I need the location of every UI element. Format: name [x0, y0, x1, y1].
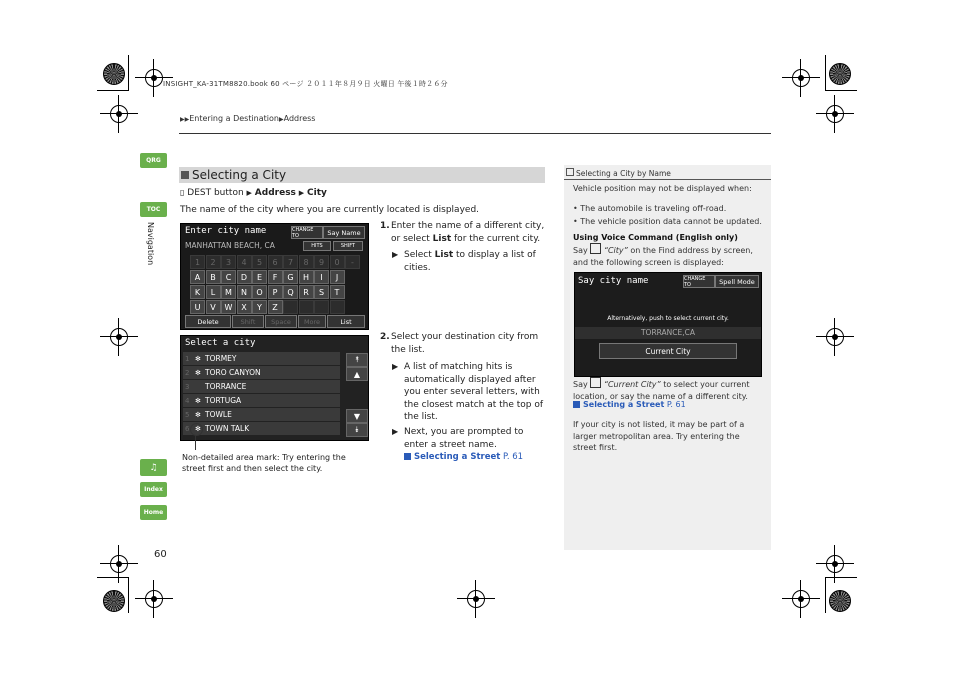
key[interactable]: 1: [190, 255, 205, 269]
change-to-button[interactable]: CHANGE TO: [683, 275, 715, 288]
key[interactable]: I: [314, 270, 329, 284]
registration-mark: [145, 69, 163, 87]
key[interactable]: F: [268, 270, 283, 284]
link-arrow-icon: [573, 401, 580, 408]
registration-mark: [826, 555, 844, 573]
breadcrumb-arrows: ▶▶: [180, 116, 190, 123]
scroll-down-button[interactable]: ▼: [346, 409, 368, 423]
key[interactable]: 6: [268, 255, 283, 269]
step-2: [380, 331, 546, 356]
step-2-sub-b: [392, 426, 544, 451]
step-1-number: 1.: [380, 221, 390, 231]
trim-line: [825, 55, 826, 91]
key[interactable]: P: [268, 285, 283, 299]
registration-mark: [110, 555, 128, 573]
key[interactable]: C: [221, 270, 236, 284]
key[interactable]: Q: [283, 285, 298, 299]
trim-line: [825, 577, 826, 613]
step-1-bold: List: [432, 233, 452, 244]
voice-text: [573, 243, 765, 268]
shift-indicator: SHIFT: [333, 241, 363, 251]
registration-mark: [145, 590, 163, 608]
city-name: TORTUGA: [205, 396, 242, 405]
key[interactable]: B: [206, 270, 221, 284]
key[interactable]: 9: [314, 255, 329, 269]
city-input-field[interactable]: MANHATTAN BEACH, CA: [185, 241, 275, 250]
sub2b-text: Next, you are prompted to enter a street name.: [404, 427, 524, 450]
trim-line: [825, 577, 857, 578]
talk-button-icon: [590, 243, 601, 254]
path-step-city: City: [307, 188, 327, 198]
city-list-row[interactable]: [183, 422, 340, 436]
non-detailed-area-icon: ✻: [195, 410, 201, 419]
sidebar-rule: [564, 179, 771, 180]
step-2-text: Select your destination city from the list.: [391, 332, 539, 355]
voice-text-b: on the Find address by screen, and the following screen is displayed:: [573, 246, 753, 267]
breadcrumb-item-entering[interactable]: Entering a Destination: [189, 114, 279, 123]
screen-title: Select a city: [185, 338, 256, 348]
navigation-chapter-label: Navigation: [146, 222, 155, 266]
key[interactable]: M: [221, 285, 236, 299]
registration-mark: [110, 328, 128, 346]
voice-command-tab[interactable]: ♫: [140, 459, 167, 476]
say2-b: to select your current location, or say the name of a different city.: [573, 380, 750, 401]
row-number: 1: [185, 354, 190, 363]
key[interactable]: L: [206, 285, 221, 299]
city-name: TORO CANYON: [205, 368, 261, 377]
hits-indicator: HITS: [303, 241, 331, 251]
sub1-bold: List: [434, 250, 454, 260]
city-name: TOWLE: [205, 410, 232, 419]
sidebar-title: Selecting a City by Name: [576, 169, 671, 178]
page-up-button[interactable]: ⯭: [346, 353, 368, 367]
talk-button-icon: [590, 377, 601, 388]
key[interactable]: T: [330, 285, 345, 299]
key[interactable]: 3: [221, 255, 236, 269]
step-2-sub-a: [392, 361, 544, 424]
registration-mark: [826, 105, 844, 123]
step-1: [380, 220, 546, 245]
section-title: Selecting a City: [192, 168, 287, 182]
selecting-street-link[interactable]: [404, 452, 523, 462]
registration-mark: [826, 328, 844, 346]
step-1-text-a: Enter the name of a different city, or select: [391, 221, 545, 244]
step-1-sub: [392, 249, 542, 274]
step-2-number: 2.: [380, 332, 390, 342]
link-arrow-icon: [404, 453, 411, 460]
row-number: 2: [185, 368, 190, 377]
sidebar-selecting-street-link[interactable]: [573, 400, 686, 409]
delete-button[interactable]: Delete: [185, 315, 231, 328]
triangle-icon: ▶: [392, 250, 399, 259]
dest-button-icon: ▯: [180, 188, 185, 197]
key[interactable]: R: [299, 285, 314, 299]
key[interactable]: S: [314, 285, 329, 299]
home-tab[interactable]: Home: [140, 505, 167, 520]
voice-prompt-message: Alternatively, push to select current city.: [607, 315, 729, 322]
voice-heading: Using Voice Command (English only): [573, 233, 738, 242]
key[interactable]: D: [237, 270, 252, 284]
index-tab[interactable]: Index: [140, 482, 167, 497]
sidebar-bullet-text: The automobile is traveling off-road.: [580, 204, 727, 213]
city-list-row[interactable]: [183, 352, 340, 366]
voice-text-a: Say: [573, 246, 591, 255]
color-dial-top-left: [103, 63, 125, 85]
link-label[interactable]: Selecting a Street: [414, 452, 501, 462]
non-detailed-area-icon: ✻: [195, 354, 201, 363]
key[interactable]: -: [345, 255, 360, 269]
city-list-row[interactable]: [183, 366, 340, 380]
key[interactable]: X: [237, 300, 252, 314]
row-number: 6: [185, 424, 190, 433]
row-number: 4: [185, 396, 190, 405]
key[interactable]: V: [206, 300, 221, 314]
sidebar-title-row: [566, 168, 671, 178]
key[interactable]: [299, 300, 314, 314]
section-heading: [179, 167, 545, 183]
page-number: 60: [154, 549, 167, 560]
city-list-row[interactable]: [183, 394, 340, 408]
key[interactable]: A: [190, 270, 205, 284]
key[interactable]: O: [252, 285, 267, 299]
key[interactable]: 7: [283, 255, 298, 269]
say-current-city-text: [573, 377, 765, 402]
non-detailed-area-icon: ✻: [195, 368, 201, 377]
sidebar-bullet: • The automobile is traveling off-road.: [573, 204, 727, 213]
breadcrumb: [180, 114, 315, 123]
sidebar-panel: [564, 165, 771, 550]
key[interactable]: E: [252, 270, 267, 284]
key[interactable]: 0: [330, 255, 345, 269]
key[interactable]: K: [190, 285, 205, 299]
registration-mark: [110, 105, 128, 123]
say2-quote: “Current City”: [603, 380, 661, 389]
key[interactable]: W: [221, 300, 236, 314]
link-page[interactable]: P. 61: [503, 452, 524, 462]
header-rule: [179, 133, 771, 134]
say2-a: Say: [573, 380, 591, 389]
sub1-pre: Select: [404, 250, 435, 260]
key[interactable]: 5: [252, 255, 267, 269]
path-arrow-icon: ▶: [246, 189, 252, 197]
city-list-row[interactable]: [183, 380, 340, 394]
path-arrow-icon: ▶: [298, 189, 305, 197]
color-dial-bottom-right: [829, 590, 851, 612]
non-detailed-area-icon: ✻: [195, 424, 201, 433]
enter-city-screen: [180, 223, 369, 330]
select-city-screen: [180, 335, 369, 441]
key[interactable]: [283, 300, 298, 314]
link-label[interactable]: Selecting a Street: [583, 400, 665, 409]
key[interactable]: G: [283, 270, 298, 284]
key[interactable]: 4: [237, 255, 252, 269]
sidebar-intro: Vehicle position may not be displayed when:: [573, 184, 752, 193]
key[interactable]: Y: [252, 300, 267, 314]
step-1-text-b: for the current city.: [451, 233, 541, 244]
callout-line: [195, 435, 196, 450]
color-dial-bottom-left: [103, 590, 125, 612]
link-page[interactable]: P. 61: [666, 400, 686, 409]
sidebar-note: If your city is not listed, it may be part of a larger metropolitan area. Try entering the street first.: [573, 420, 745, 452]
toc-tab[interactable]: TOC: [140, 202, 167, 217]
say-name-button[interactable]: Say Name: [323, 226, 365, 239]
current-city-button[interactable]: Current City: [599, 343, 737, 359]
breadcrumb-item-address[interactable]: Address: [283, 114, 316, 123]
key[interactable]: 2: [206, 255, 221, 269]
city-name: TOWN TALK: [205, 424, 250, 433]
registration-mark: [792, 69, 810, 87]
path-step-address: Address: [254, 188, 296, 198]
say-city-screen: [574, 272, 762, 377]
page-down-button[interactable]: ⯯: [346, 423, 368, 437]
shift-button[interactable]: Shift: [232, 315, 264, 328]
space-button[interactable]: Space: [265, 315, 297, 328]
key[interactable]: H: [299, 270, 314, 284]
sub1-post: to display a list of cities.: [404, 250, 536, 273]
key[interactable]: [330, 300, 345, 314]
key[interactable]: U: [190, 300, 205, 314]
non-detailed-mark-callout-circle: [190, 423, 203, 436]
section-square-icon: [181, 171, 189, 179]
spell-mode-button[interactable]: Spell Mode: [715, 275, 759, 288]
key[interactable]: N: [237, 285, 252, 299]
registration-mark: [467, 590, 485, 608]
triangle-icon: ▶: [392, 362, 399, 371]
current-city-value: TORRANCE,CA: [575, 327, 761, 339]
trim-line: [128, 577, 129, 613]
trim-line: [97, 90, 129, 91]
file-header: INSIGHT_KA-31TM8820.book 60 ページ ２０１１年８月９日 火曜日 午後１時２６分: [163, 80, 448, 88]
sub2a-text: A list of matching hits is automatically displayed after you enter several letters, with the closest match at the top of the list.: [404, 362, 544, 422]
row-number: 5: [185, 410, 190, 419]
list-button[interactable]: List: [327, 315, 365, 328]
trim-line: [97, 577, 129, 578]
sidebar-square-icon: [566, 168, 574, 176]
city-list-row[interactable]: [183, 408, 340, 422]
city-name: TORRANCE: [205, 382, 247, 391]
registration-mark: [792, 590, 810, 608]
triangle-icon: ▶: [392, 427, 399, 436]
non-detailed-area-icon: ✻: [195, 396, 201, 405]
voice-quote: “City”: [603, 246, 628, 255]
key[interactable]: Z: [268, 300, 283, 314]
key[interactable]: 8: [299, 255, 314, 269]
navigation-path: [180, 187, 327, 200]
change-to-button[interactable]: CHANGE TO: [291, 226, 323, 239]
trim-line: [128, 55, 129, 91]
key[interactable]: [314, 300, 329, 314]
sidebar-bullet-text: The vehicle position data cannot be updated.: [580, 217, 762, 226]
color-dial-top-right: [829, 63, 851, 85]
screen-title: Say city name: [578, 276, 649, 286]
trim-line: [825, 90, 857, 91]
breadcrumb-arrow: ▶: [278, 116, 284, 123]
path-start: DEST button: [187, 188, 244, 198]
city-name: TORMEY: [205, 354, 237, 363]
row-number: 3: [185, 382, 190, 391]
more-button[interactable]: More: [298, 315, 326, 328]
intro-text: The name of the city where you are currently located is displayed.: [180, 205, 480, 215]
scroll-up-button[interactable]: ▲: [346, 367, 368, 381]
key[interactable]: J: [330, 270, 345, 284]
screen-title: Enter city name: [185, 226, 267, 236]
sidebar-bullet: • The vehicle position data cannot be updated.: [573, 217, 762, 226]
non-detailed-caption: Non-detailed area mark: Try entering the street first and then select the city.: [182, 453, 346, 473]
qrg-tab[interactable]: QRG: [140, 153, 167, 168]
